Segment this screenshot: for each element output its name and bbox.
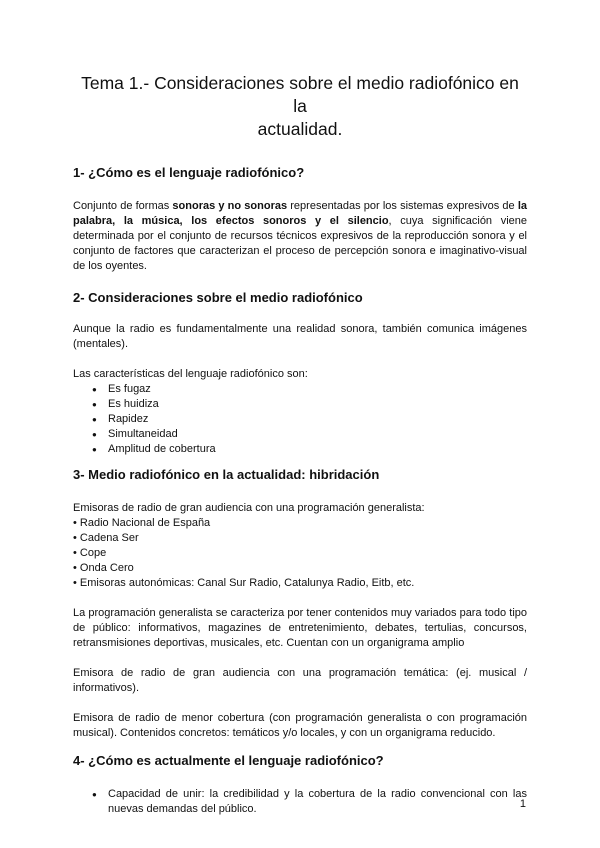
document-title: [73, 72, 527, 141]
list-item: ● Amplitud de cobertura: [92, 442, 527, 457]
list-item: • Cadena Ser: [73, 531, 527, 546]
list-item: ● Rapidez: [92, 412, 527, 427]
title-line-2: actualidad.: [257, 119, 343, 139]
s1-text-2: representadas por los sistemas expresivos de: [287, 200, 518, 212]
section-3-paragraph-1: La programación generalista se caracteriza por tener contenidos muy variados para todo tipo de público: informativos, magazines de entretenimiento, debates, tertulias, concursos, retransmisiones deportivas, musicales, etc. Cuentan con un organigrama amplio: [73, 607, 527, 649]
section-1-paragraph: [73, 199, 527, 274]
list-item: ● Simultaneidad: [92, 427, 527, 442]
section-2-paragraph-1: Aunque la radio es fundamentalmente una realidad sonora, también comunica imágenes (mentales).: [73, 323, 527, 350]
section-1-heading: 1- ¿Cómo es el lenguaje radiofónico?: [73, 165, 305, 180]
list-item: • Radio Nacional de España: [73, 516, 527, 531]
s1-bold-2: la palabra, la música, los efectos sonoros y el silencio: [73, 200, 528, 227]
section-2-heading: 2- Consideraciones sobre el medio radiofónico: [73, 290, 363, 305]
document-page: [73, 72, 527, 817]
stations-list: [73, 516, 527, 591]
s1-bold-1: sonoras y no sonoras: [172, 200, 288, 212]
section-4-heading: 4- ¿Cómo es actualmente el lenguaje radiofónico?: [73, 753, 384, 768]
list-item: ● Capacidad de unir: la credibilidad y la cobertura de la radio convencional con las nuevas demandas del público.: [92, 787, 527, 817]
section-2-paragraph-2: Las características del lenguaje radiofónico son:: [73, 368, 308, 380]
page-number: 1: [519, 798, 526, 810]
list-item: • Cope: [73, 546, 527, 561]
list-item: ● Es huidiza: [92, 397, 527, 412]
section-3-paragraph-2: Emisora de radio de gran audiencia con una programación temática: (ej. musical / informativos).: [73, 667, 527, 694]
title-line-1: Tema 1.- Consideraciones sobre el medio radiofónico en la: [81, 73, 519, 116]
section-4-list: [73, 787, 527, 817]
s1-text-1: Conjunto de formas: [73, 200, 173, 212]
characteristics-list: [73, 382, 527, 457]
list-item: • Onda Cero: [73, 561, 527, 576]
section-3-intro: Emisoras de radio de gran audiencia con una programación generalista:: [73, 502, 425, 514]
list-item: ● Es fugaz: [92, 382, 527, 397]
section-3-heading: 3- Medio radiofónico en la actualidad: hibridación: [73, 467, 380, 482]
list-item: • Emisoras autonómicas: Canal Sur Radio, Catalunya Radio, Eitb, etc.: [73, 576, 527, 591]
s1-text-3: , cuya significación viene determinada por el conjunto de recursos técnicos expresivos de la reproducción sonora y el conjunto de factores que caracterizan el proceso de percepción sonora e imaginativo-visual de los oyentes.: [73, 215, 527, 272]
section-3-paragraph-3: Emisora de radio de menor cobertura (con programación generalista o con programación musical). Contenidos concretos: temáticos y/o locales, y con un organigrama reducido.: [73, 712, 527, 739]
